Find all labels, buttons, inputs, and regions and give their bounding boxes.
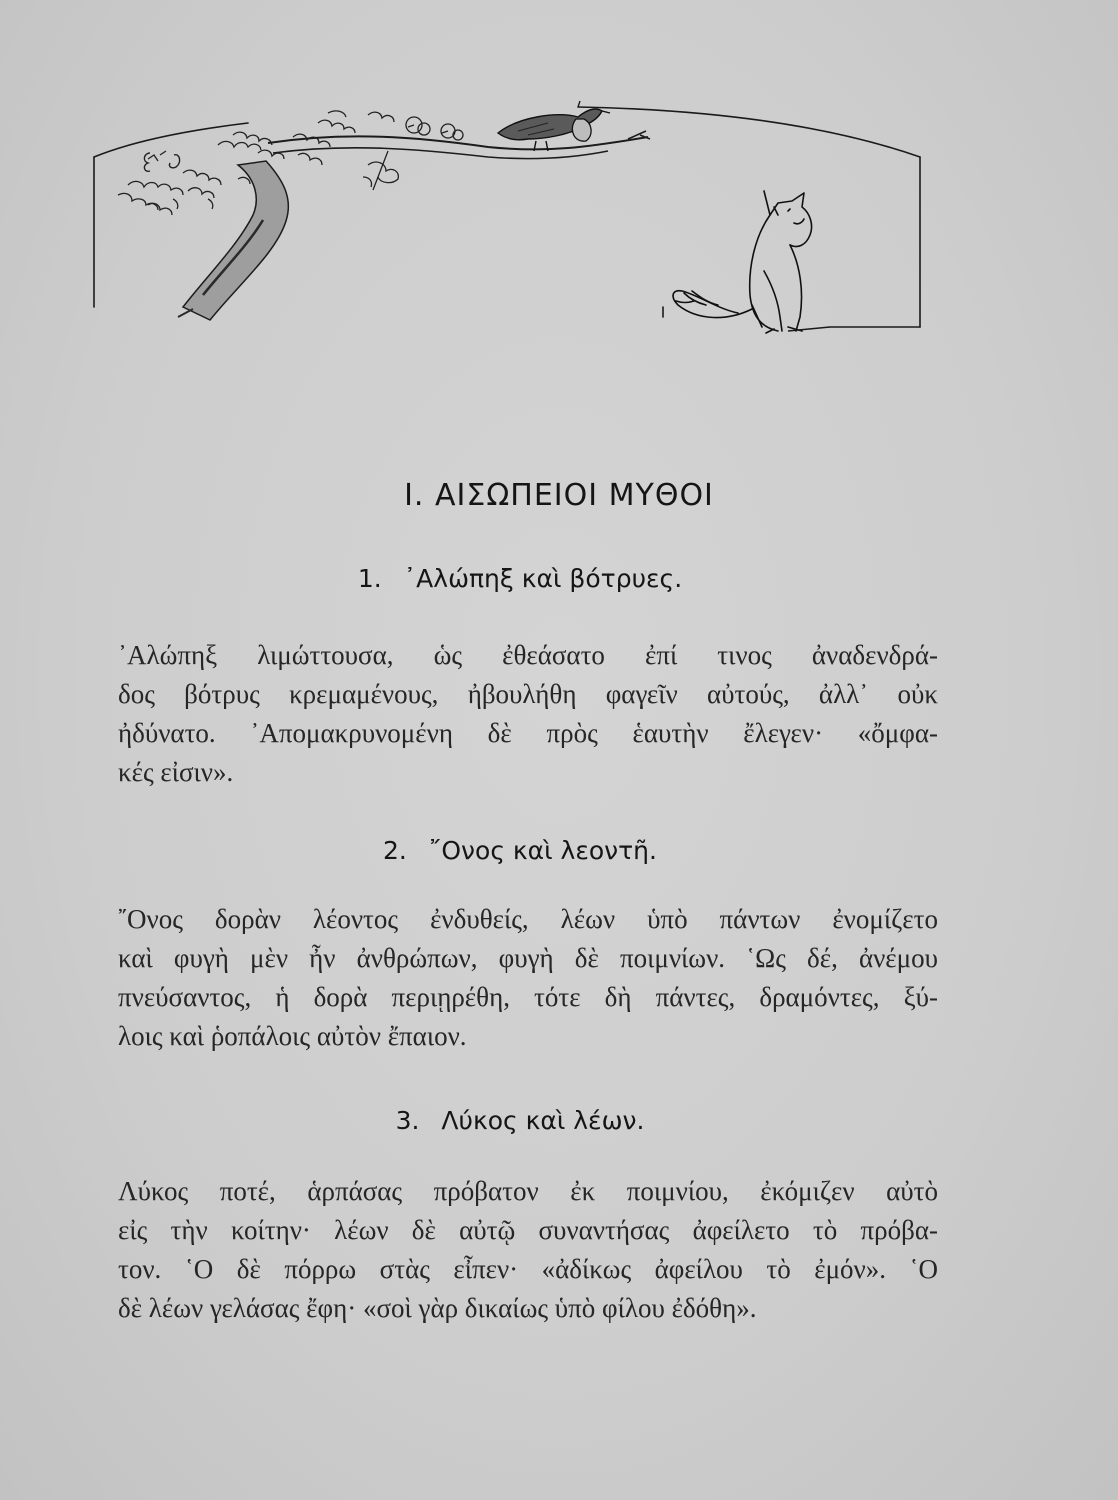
fable-3-number: 3.	[395, 1106, 420, 1135]
chapter-title-text: ΑΙΣΩΠΕΙΟΙ ΜΥΘΟΙ	[435, 478, 714, 513]
fable-2-title-text: ῎Ονος καὶ λεοντῆ.	[428, 836, 657, 865]
chapter-heading	[0, 478, 1118, 513]
tree-branch	[268, 136, 648, 149]
fable-3-line: Λύκος ποτέ, ἁρπάσας πρόβατον ἐκ ποιμνίου, ἐκόμιζεν αὐτὸ	[118, 1176, 938, 1206]
fable-3-line: δὲ λέων γελάσας ἔφη· «σοὶ γὰρ δικαίως ὑπὸ φίλου ἐδόθη».	[118, 1293, 757, 1323]
headpiece-illustration	[88, 95, 928, 345]
frame-arch	[94, 123, 248, 157]
fable-3-line: εἰς τὴν κοίτην· λέων δὲ αὐτῷ συναντήσας ἀφείλετο τὸ πρόβα-	[118, 1215, 938, 1245]
fable-2-line: πνεύσαντος, ἡ δορὰ περιῃρέθη, τότε δὴ πάντες, δραμόντες, ξύ-	[118, 982, 938, 1012]
crow-drawing	[498, 101, 610, 151]
fox-drawing	[673, 191, 812, 333]
fable-3-line: τον. ῾Ο δὲ πόρρω στὰς εἶπεν· «ἀδίκως ἀφείλου τὸ ἐμόν». ῾Ο	[118, 1254, 938, 1284]
fable-3-title-text: Λύκος καὶ λέων.	[441, 1106, 645, 1135]
fable-2-line: λοις καὶ ῥοπάλοις αὐτὸν ἔπαιον.	[118, 1021, 467, 1051]
tree-trunk	[183, 161, 288, 320]
fable-3-title	[0, 1106, 1040, 1135]
fable-1-number: 1.	[357, 564, 382, 593]
fable-2-body	[118, 900, 938, 1056]
fable-2-number: 2.	[383, 836, 407, 865]
fable-1-line: ᾽Αλώπηξ λιμώττουσα, ὡς ἐθεάσατο ἐπί τινος ἀναδενδρά-	[118, 640, 938, 670]
fable-1-line: δος βότρυς κρεμαμένους, ἠβουλήθη φαγεῖν αὐτούς, ἀλλ᾽ οὐκ	[118, 679, 938, 709]
fable-1-line: ἠδύνατο. ᾽Απομακρυνομένη δὲ πρὸς ἑαυτὴν ἔλεγεν· «ὄμφα-	[118, 718, 938, 748]
chapter-number: I.	[404, 478, 425, 513]
fable-2-line: ῎Ονος δορὰν λέοντος ἐνδυθείς, λέων ὑπὸ πάντων ἐνομίζετο	[118, 904, 938, 934]
fable-3-body	[118, 1172, 938, 1328]
fable-1-body	[118, 636, 938, 792]
fable-1-title	[0, 564, 1040, 593]
fable-1-line: κές εἰσιν».	[118, 757, 234, 787]
fable-2-title	[0, 836, 1040, 865]
fable-1-title-text: ᾽Αλώπηξ καὶ βότρυες.	[403, 564, 683, 593]
fable-2-line: καὶ φυγὴ μὲν ἦν ἀνθρώπων, φυγὴ δὲ ποιμνίων. ῾Ως δέ, ἀνέμου	[118, 943, 938, 973]
